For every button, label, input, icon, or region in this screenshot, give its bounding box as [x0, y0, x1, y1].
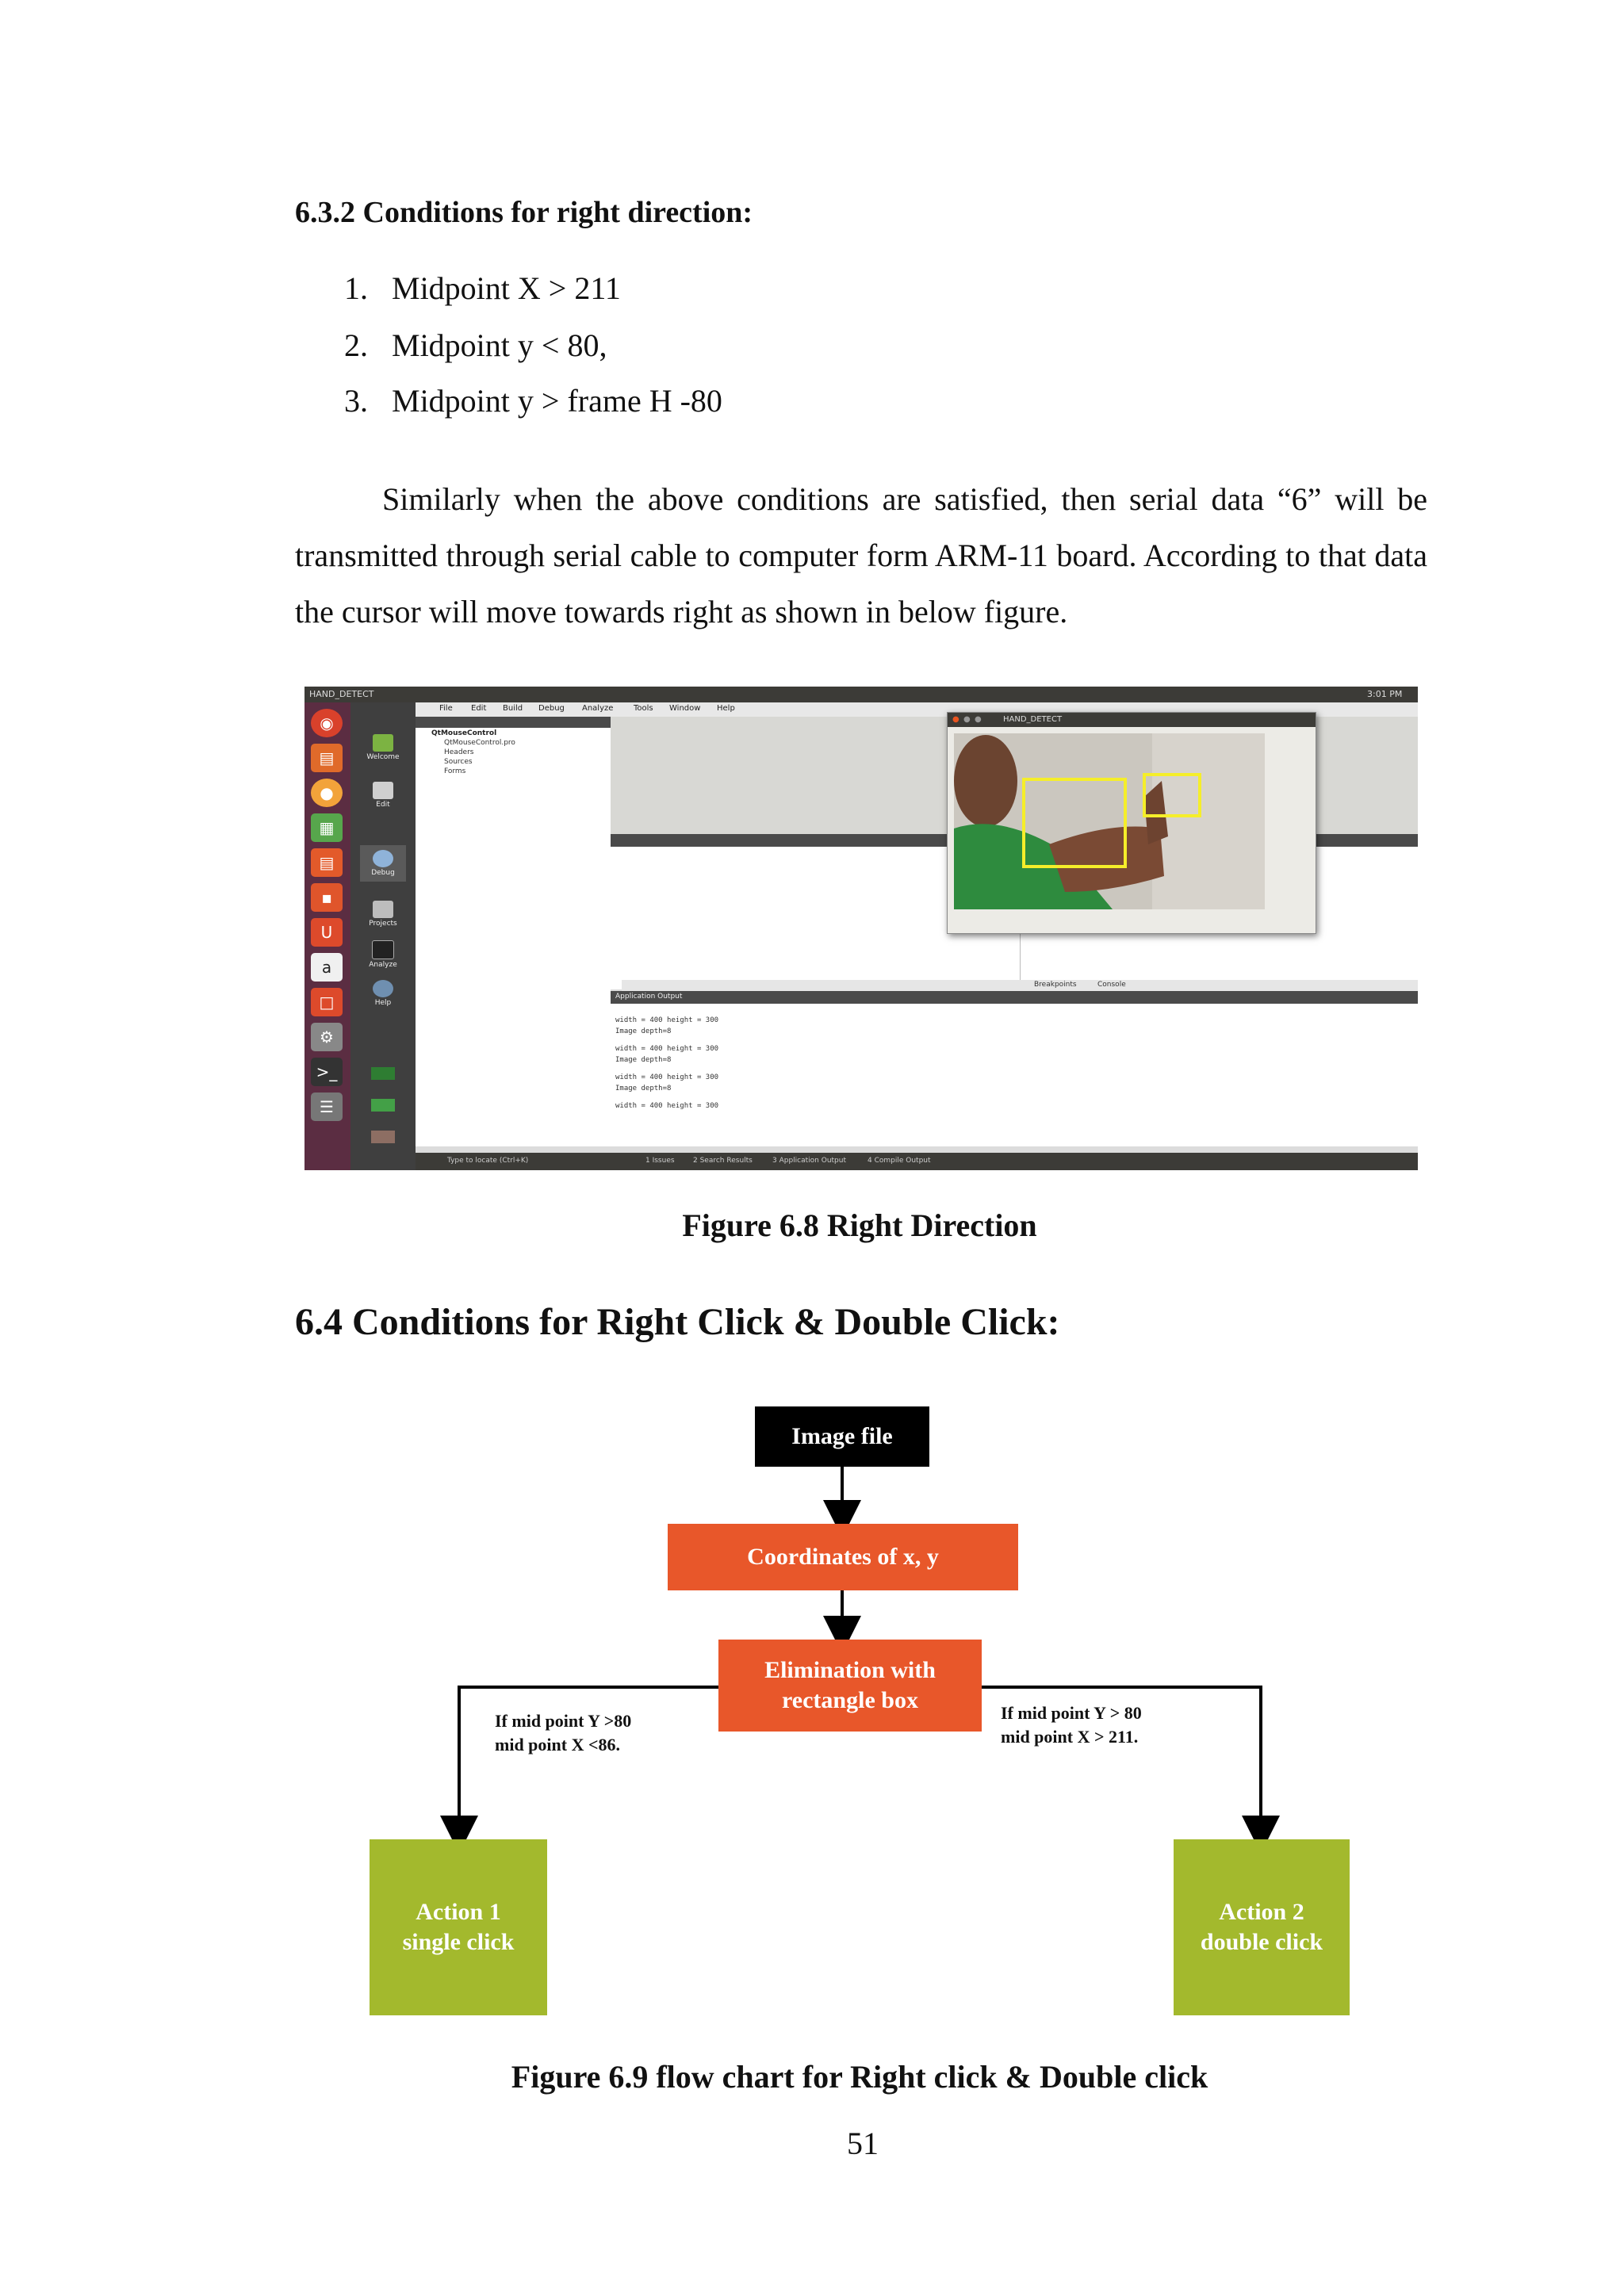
project-tree-item[interactable]: QtMouseControl.pro	[444, 739, 515, 747]
top-bar-title: HAND_DETECT	[309, 689, 374, 699]
output-line: width = 400 height = 300	[615, 1102, 719, 1110]
flow-node-action1: Action 1 single click	[370, 1839, 547, 2015]
section-heading-632: 6.3.2 Conditions for right direction:	[295, 196, 753, 229]
dash-icon[interactable]: ◉	[311, 709, 343, 737]
menu-item[interactable]: Debug	[538, 704, 565, 713]
list-text: Midpoint X > 211	[392, 270, 621, 306]
project-tree-item[interactable]: Sources	[444, 758, 473, 766]
menu-item[interactable]: File	[439, 704, 453, 713]
figure-caption-68: Figure 6.8 Right Direction	[682, 1207, 1037, 1243]
mode-projects[interactable]: Projects	[360, 901, 406, 928]
flow-node-action2: Action 2 double click	[1174, 1839, 1350, 2015]
document-icon[interactable]: ▤	[311, 848, 343, 877]
flow-node-elimination: Elimination with rectangle box	[718, 1640, 982, 1732]
tab-console[interactable]: Console	[1097, 981, 1126, 989]
project-tree-item[interactable]: Headers	[444, 748, 474, 756]
menu-item[interactable]: Window	[669, 704, 701, 713]
list-text: Midpoint y < 80,	[392, 327, 607, 363]
status-tab[interactable]: 1 Issues	[645, 1157, 675, 1165]
locate-input[interactable]: Type to locate (Ctrl+K)	[447, 1157, 529, 1165]
output-line: Image depth=8	[615, 1056, 672, 1064]
output-line: width = 400 height = 300	[615, 1073, 719, 1081]
window-title: HAND_DETECT	[1003, 715, 1063, 724]
list-number: 3.	[344, 383, 368, 419]
output-line: width = 400 height = 300	[615, 1045, 719, 1053]
menu-item[interactable]: Build	[503, 704, 523, 713]
left-condition-label: If mid point Y >80 mid point X <86.	[495, 1711, 632, 1755]
mode-help[interactable]: Help	[360, 980, 406, 1007]
status-tab[interactable]: 3 Application Output	[772, 1157, 846, 1165]
section-heading-64: 6.4 Conditions for Right Click & Double Click:	[295, 1301, 1060, 1343]
software-center-icon[interactable]: ▪	[311, 883, 343, 912]
terminal-icon[interactable]: >_	[311, 1058, 343, 1086]
mode-welcome[interactable]: Welcome	[360, 734, 406, 761]
window-minimize-icon[interactable]: ●	[963, 715, 971, 724]
right-condition-label: If mid point Y > 80 mid point X > 211.	[1001, 1703, 1142, 1747]
menu-item[interactable]: Analyze	[582, 704, 614, 713]
figure-caption-69: Figure 6.9 flow chart for Right click & Double click	[511, 2059, 1208, 2095]
output-line: Image depth=8	[615, 1027, 672, 1035]
list-number: 1.	[344, 270, 368, 306]
app-icon[interactable]: □	[311, 988, 343, 1016]
settings-icon[interactable]: ⚙	[311, 1023, 343, 1051]
project-tree-item[interactable]: Forms	[444, 767, 466, 775]
list-text: Midpoint y > frame H -80	[392, 383, 722, 419]
mode-analyze[interactable]: Analyze	[360, 940, 406, 969]
status-tab[interactable]: 4 Compile Output	[868, 1157, 931, 1165]
output-title: Application Output	[615, 993, 683, 1001]
menu-item[interactable]: Help	[717, 704, 735, 713]
list-number: 2.	[344, 327, 368, 363]
ubuntu-one-icon[interactable]: U	[311, 918, 343, 947]
mode-edit[interactable]: Edit	[360, 782, 406, 809]
output-line: Image depth=8	[615, 1085, 672, 1093]
page-number: 51	[847, 2126, 879, 2161]
trash-icon[interactable]: ☰	[311, 1093, 343, 1121]
window-close-icon[interactable]: ●	[952, 715, 959, 724]
window-maximize-icon[interactable]: ●	[975, 715, 982, 724]
amazon-icon[interactable]: a	[311, 953, 343, 982]
firefox-icon[interactable]: ●	[311, 779, 343, 807]
menu-item[interactable]: Edit	[471, 704, 487, 713]
status-tab[interactable]: 2 Search Results	[693, 1157, 753, 1165]
top-bar-clock: 3:01 PM	[1367, 689, 1403, 699]
menu-item[interactable]: Tools	[634, 704, 653, 713]
output-line: width = 400 height = 300	[615, 1016, 719, 1024]
body-paragraph: Similarly when the above conditions are satisfied, then serial data “6” will be transmitted through serial cable to computer form ARM-11 board. According to that data the cursor will move towards right as shown in below figure.	[295, 481, 1427, 629]
files-icon[interactable]: ▤	[311, 744, 343, 772]
flow-node-image-file: Image file	[755, 1406, 929, 1467]
spreadsheet-icon[interactable]: ▦	[311, 813, 343, 842]
project-tree-root[interactable]: QtMouseControl	[431, 729, 497, 737]
flow-node-coordinates: Coordinates of x, y	[668, 1524, 1018, 1590]
mode-debug[interactable]: Debug	[360, 845, 406, 882]
tab-breakpoints[interactable]: Breakpoints	[1034, 981, 1077, 989]
